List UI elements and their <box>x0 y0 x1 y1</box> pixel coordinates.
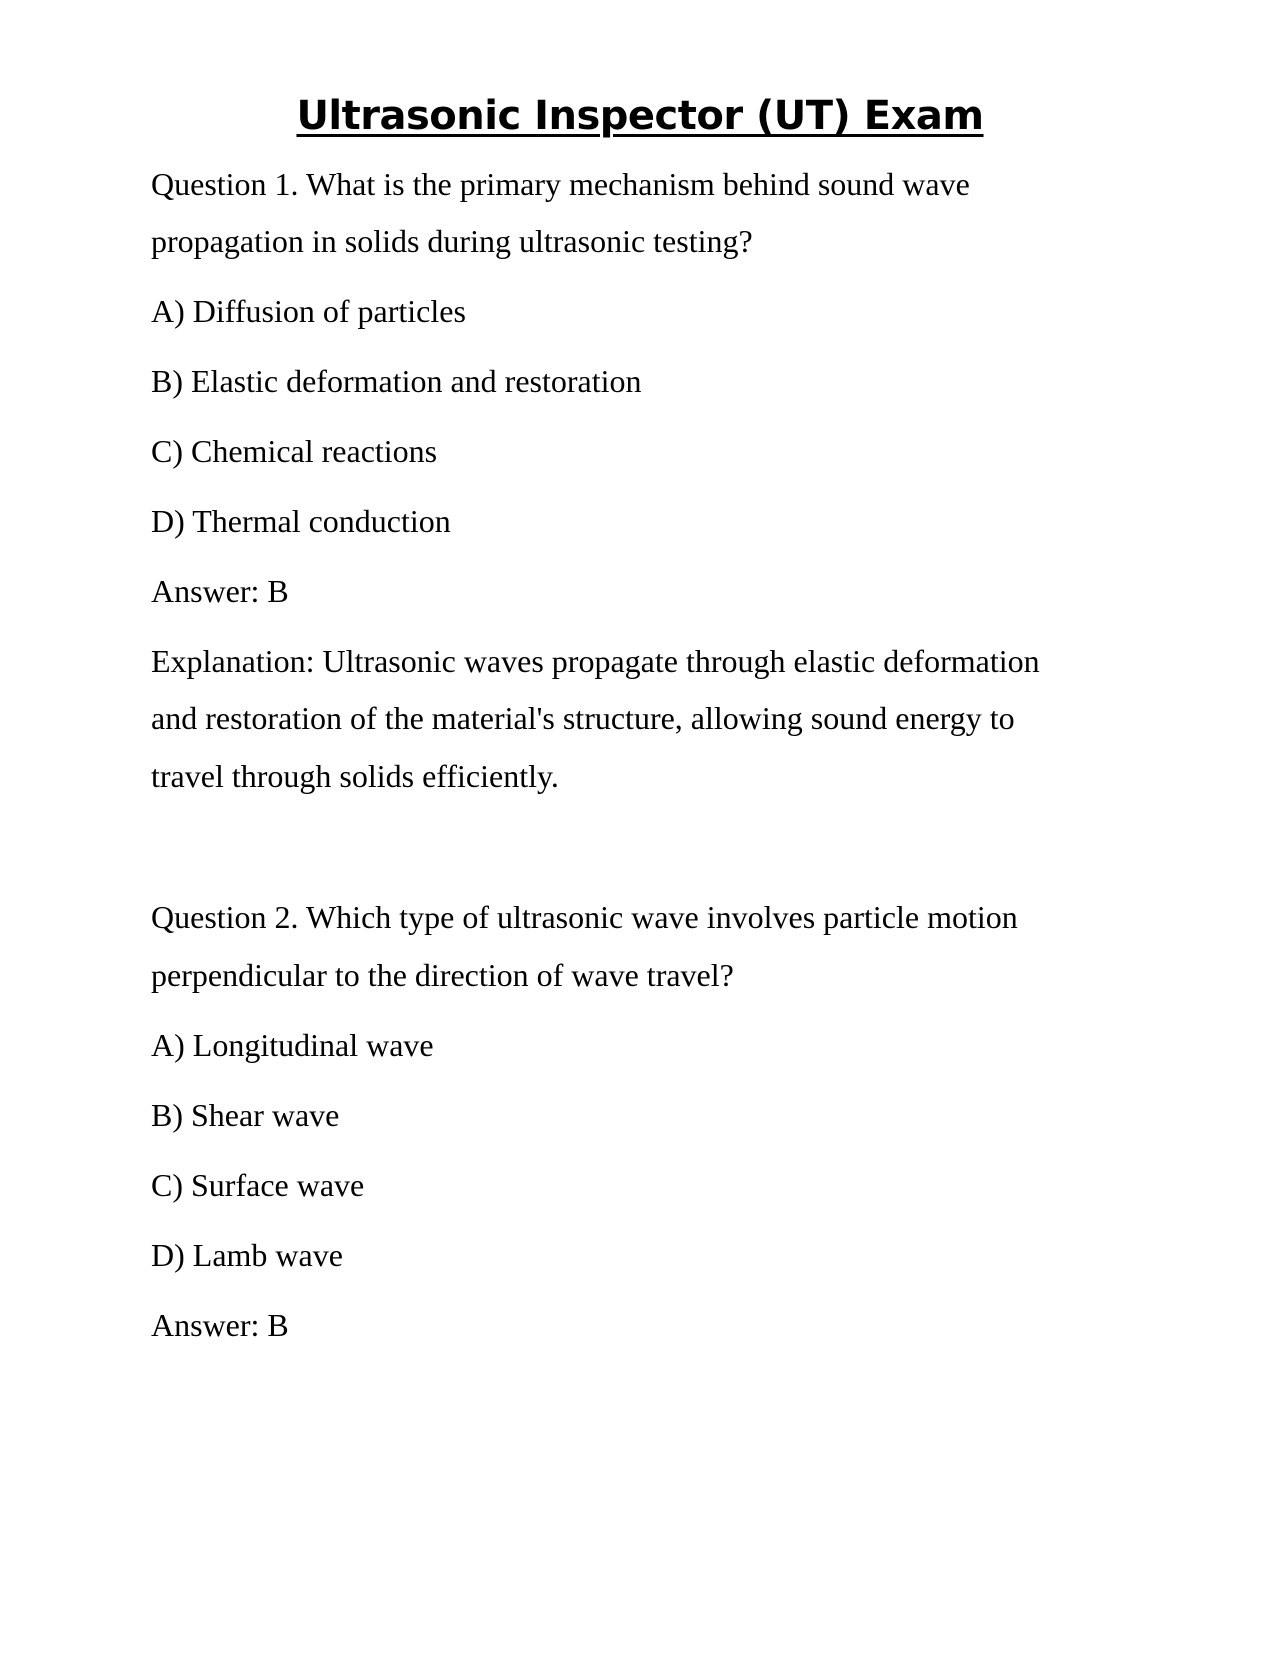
question-2-option-c: C) Surface wave <box>151 1167 365 1203</box>
question-1-text-line-2: propagation in solids during ultrasonic testing? <box>151 223 753 259</box>
question-2-text-line-1: Question 2. Which type of ultrasonic wave involves particle motion <box>151 899 1018 935</box>
page-title <box>0 88 1280 144</box>
question-1-answer: Answer: B <box>151 573 289 609</box>
question-1-text-line-1: Question 1. What is the primary mechanism behind sound wave <box>151 166 970 202</box>
question-1-option-a: A) Diffusion of particles <box>151 293 466 329</box>
question-2-text-line-2: perpendicular to the direction of wave travel? <box>151 957 734 993</box>
page-title-text: Ultrasonic Inspector (UT) Exam <box>296 93 984 139</box>
question-2-option-a: A) Longitudinal wave <box>151 1027 434 1063</box>
question-1-explanation-line-1: Explanation: Ultrasonic waves propagate through elastic deformation <box>151 643 1040 679</box>
question-2-option-b: B) Shear wave <box>151 1097 340 1133</box>
question-1-option-c: C) Chemical reactions <box>151 433 438 469</box>
question-1-explanation-line-3: travel through solids efficiently. <box>151 758 559 794</box>
question-2-option-d: D) Lamb wave <box>151 1237 343 1273</box>
question-1-option-d: D) Thermal conduction <box>151 503 451 539</box>
question-1-explanation-line-2: and restoration of the material's structure, allowing sound energy to <box>151 700 1015 736</box>
question-1-option-b: B) Elastic deformation and restoration <box>151 363 642 399</box>
question-2-answer: Answer: B <box>151 1307 289 1343</box>
